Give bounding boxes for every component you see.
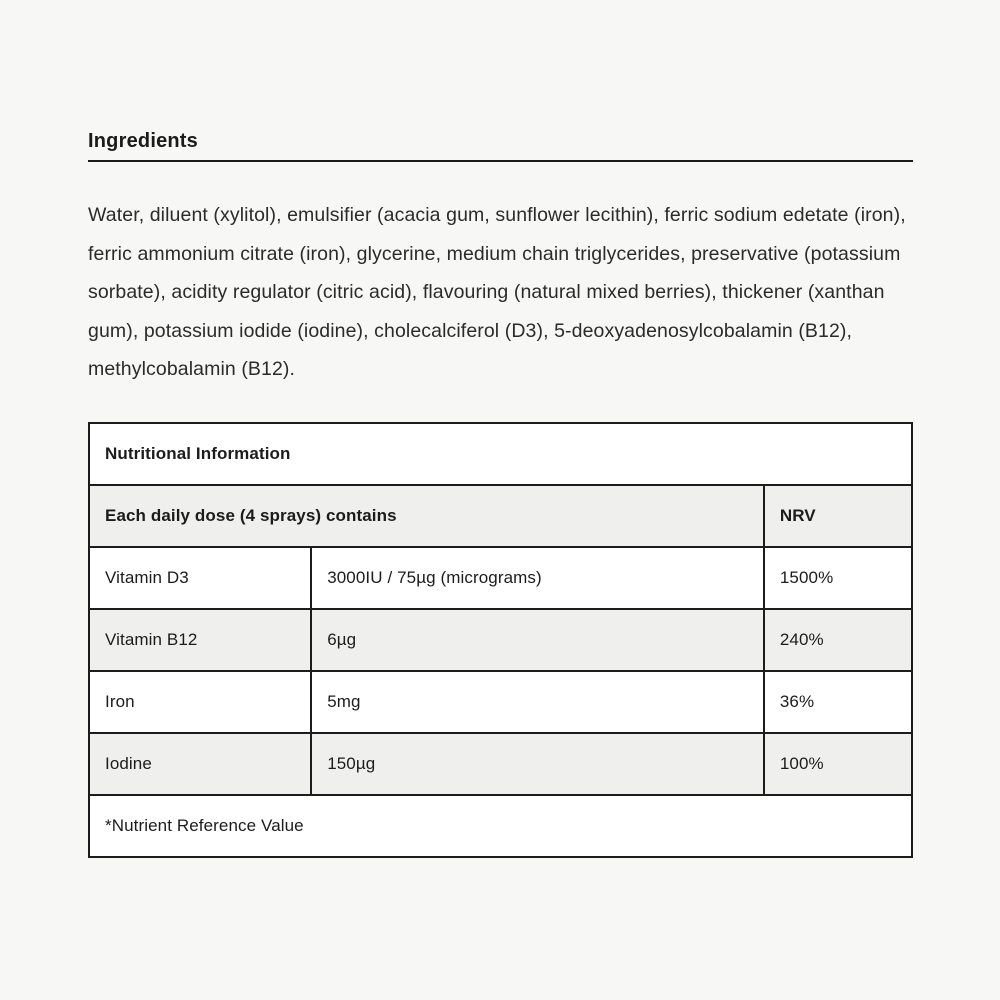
amount-cell: 5mg — [311, 671, 764, 733]
nutrient-name-cell: Vitamin B12 — [89, 609, 311, 671]
nutrient-name-cell: Vitamin D3 — [89, 547, 311, 609]
nrv-cell: 100% — [764, 733, 912, 795]
nutrient-name-cell: Iodine — [89, 733, 311, 795]
dose-header-cell: Each daily dose (4 sprays) contains — [89, 485, 764, 547]
nrv-cell: 240% — [764, 609, 912, 671]
amount-cell: 3000IU / 75µg (micrograms) — [311, 547, 764, 609]
nutrient-name-cell: Iron — [89, 671, 311, 733]
table-title-row — [89, 423, 912, 485]
table-row — [89, 671, 912, 733]
nrv-cell: 1500% — [764, 547, 912, 609]
table-header-row — [89, 485, 912, 547]
footnote-cell: *Nutrient Reference Value — [89, 795, 912, 857]
table-row — [89, 609, 912, 671]
nrv-cell: 36% — [764, 671, 912, 733]
table-footnote-row — [89, 795, 912, 857]
nrv-header-cell: NRV — [764, 485, 912, 547]
table-row — [89, 733, 912, 795]
ingredients-text: Water, diluent (xylitol), emulsifier (acacia gum, sunflower lecithin), ferric sodium edetate (iron), ferric ammonium citrate (iron), glycerine, medium chain triglycerides, preservative (potassium sorbate), acidity regulator (citric acid), flavouring (natural mixed berries), thickener (xanthan gum), potassium iodide (iodine), cholecalciferol (D3), 5-deoxyadenosylcobalamin (B12), methylcobalamin (B12). — [88, 204, 906, 380]
table-title: Nutritional Information — [89, 423, 912, 485]
ingredients-heading: Ingredients — [88, 128, 913, 162]
table-row — [89, 547, 912, 609]
nutrition-table — [88, 422, 913, 858]
content-column — [88, 0, 913, 858]
amount-cell: 150µg — [311, 733, 764, 795]
amount-cell: 6µg — [311, 609, 764, 671]
